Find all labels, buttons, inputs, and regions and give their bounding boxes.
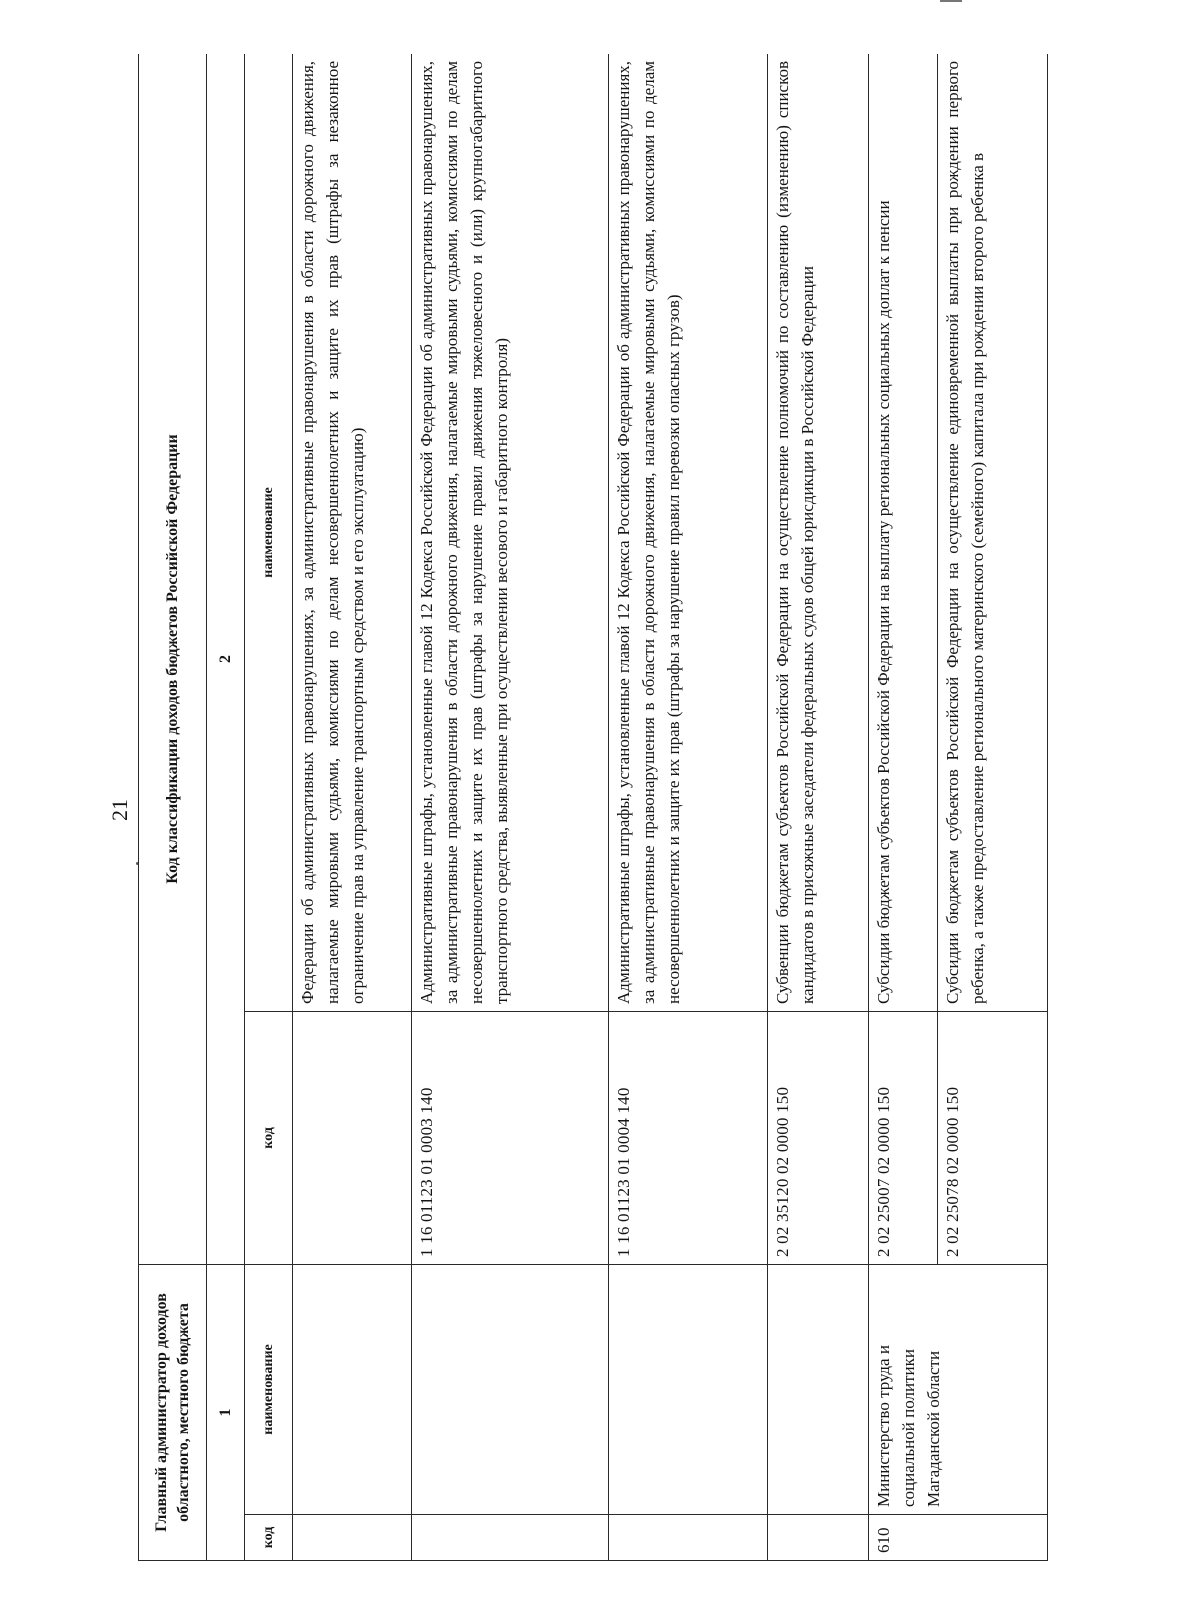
- kbk-name-cell: Субсидии бюджетам субъектов Российской Федерации на выплату региональных социальных доплат к пенсии: [869, 54, 938, 1011]
- kbk-code-cell: [293, 1011, 412, 1264]
- kbk-name-cell: Федерации об административных правонарушениях, за административные правонарушения в области дорожного движения, налагаемые мировыми судьями, комиссиями по делам несовершеннолетних и защите их прав (штрафы за незаконное ограничение прав на управление транспортным средством и его эксплуатацию): [293, 54, 412, 1011]
- kbk-code-cell: 1 16 01123 01 0004 140: [609, 1011, 768, 1264]
- page-number: 21: [107, 799, 132, 821]
- table-row: [412, 54, 609, 1561]
- table-row: [293, 54, 412, 1561]
- revenue-classification-table: [138, 54, 1048, 1561]
- table-row: [869, 54, 938, 1561]
- kbk-code-header: код: [245, 1011, 293, 1264]
- kbk-name-cell: Административные штрафы, установленные главой 12 Кодекса Российской Федерации об административных правонарушениях, за административные правонарушения в области дорожного движения, налагаемые мировыми судьями, комиссиями по делам несовершеннолетних и защите их прав (штрафы за нарушение правил движения тяжеловесного и (или) крупногабаритного транспортного средства, выявленные при осуществлении весового и габаритного контроля): [412, 54, 609, 1011]
- kbk-name-cell: Административные штрафы, установленные главой 12 Кодекса Российской Федерации об административных правонарушениях, за административные правонарушения в области дорожного движения, налагаемые мировыми судьями, комиссиями по делам несовершеннолетних и защите их прав (штрафы за нарушение правил перевозки опасных грузов): [609, 54, 768, 1011]
- kbk-code-cell: 2 02 35120 02 0000 150: [767, 1011, 869, 1264]
- admin-name-cell: Министерство труда и социальной политики Магаданской области: [869, 1264, 1048, 1514]
- admin-code-cell: [293, 1515, 412, 1561]
- admin-code-header: код: [245, 1515, 293, 1561]
- admin-name-cell: [412, 1264, 609, 1514]
- kbk-code-cell: 2 02 25007 02 0000 150: [869, 1011, 938, 1264]
- table-column-number-row: [207, 54, 245, 1561]
- admin-group-header: Главный администратор доходов областного, местного бюджета: [139, 1264, 207, 1560]
- table-header-group-row: [139, 54, 207, 1561]
- admin-column-number: 1: [207, 1264, 245, 1560]
- kbk-name-cell: Субвенции бюджетам субъектов Российской Федерации на осуществление полномочий по составлению (изменению) списков кандидатов в присяжные заседатели федеральных судов общей юрисдикции в Российской Федерации: [767, 54, 869, 1011]
- table-row: [767, 54, 869, 1561]
- admin-name-cell: [767, 1264, 869, 1514]
- table-canvas: [138, 54, 1048, 1561]
- kbk-name-cell: Субсидии бюджетам субъектов Российской Федерации на осуществление единовременной выплаты при рождении первого ребенка, а также предоставление регионального материнского (семейного) капитала при рождении второго ребенка в: [937, 54, 1047, 1011]
- kbk-code-cell: 2 02 25078 02 0000 150: [937, 1011, 1047, 1264]
- admin-name-cell: [609, 1264, 768, 1514]
- admin-name-header: наименование: [245, 1264, 293, 1514]
- admin-name-cell: [293, 1264, 412, 1514]
- admin-code-cell: 610: [869, 1515, 1048, 1561]
- table-row: [609, 54, 768, 1561]
- rotated-table-frame: [138, 54, 1048, 1561]
- kbk-name-header: наименование: [245, 54, 293, 1011]
- kbk-code-cell: 1 16 01123 01 0003 140: [412, 1011, 609, 1264]
- table-subheader-row: [245, 54, 293, 1561]
- admin-code-cell: [412, 1515, 609, 1561]
- admin-code-cell: [609, 1515, 768, 1561]
- admin-code-cell: [767, 1515, 869, 1561]
- classification-group-header: Код классификации доходов бюджетов Российской Федерации: [139, 54, 207, 1264]
- scan-corner-mark: [940, 0, 962, 2]
- classification-column-number: 2: [207, 54, 245, 1264]
